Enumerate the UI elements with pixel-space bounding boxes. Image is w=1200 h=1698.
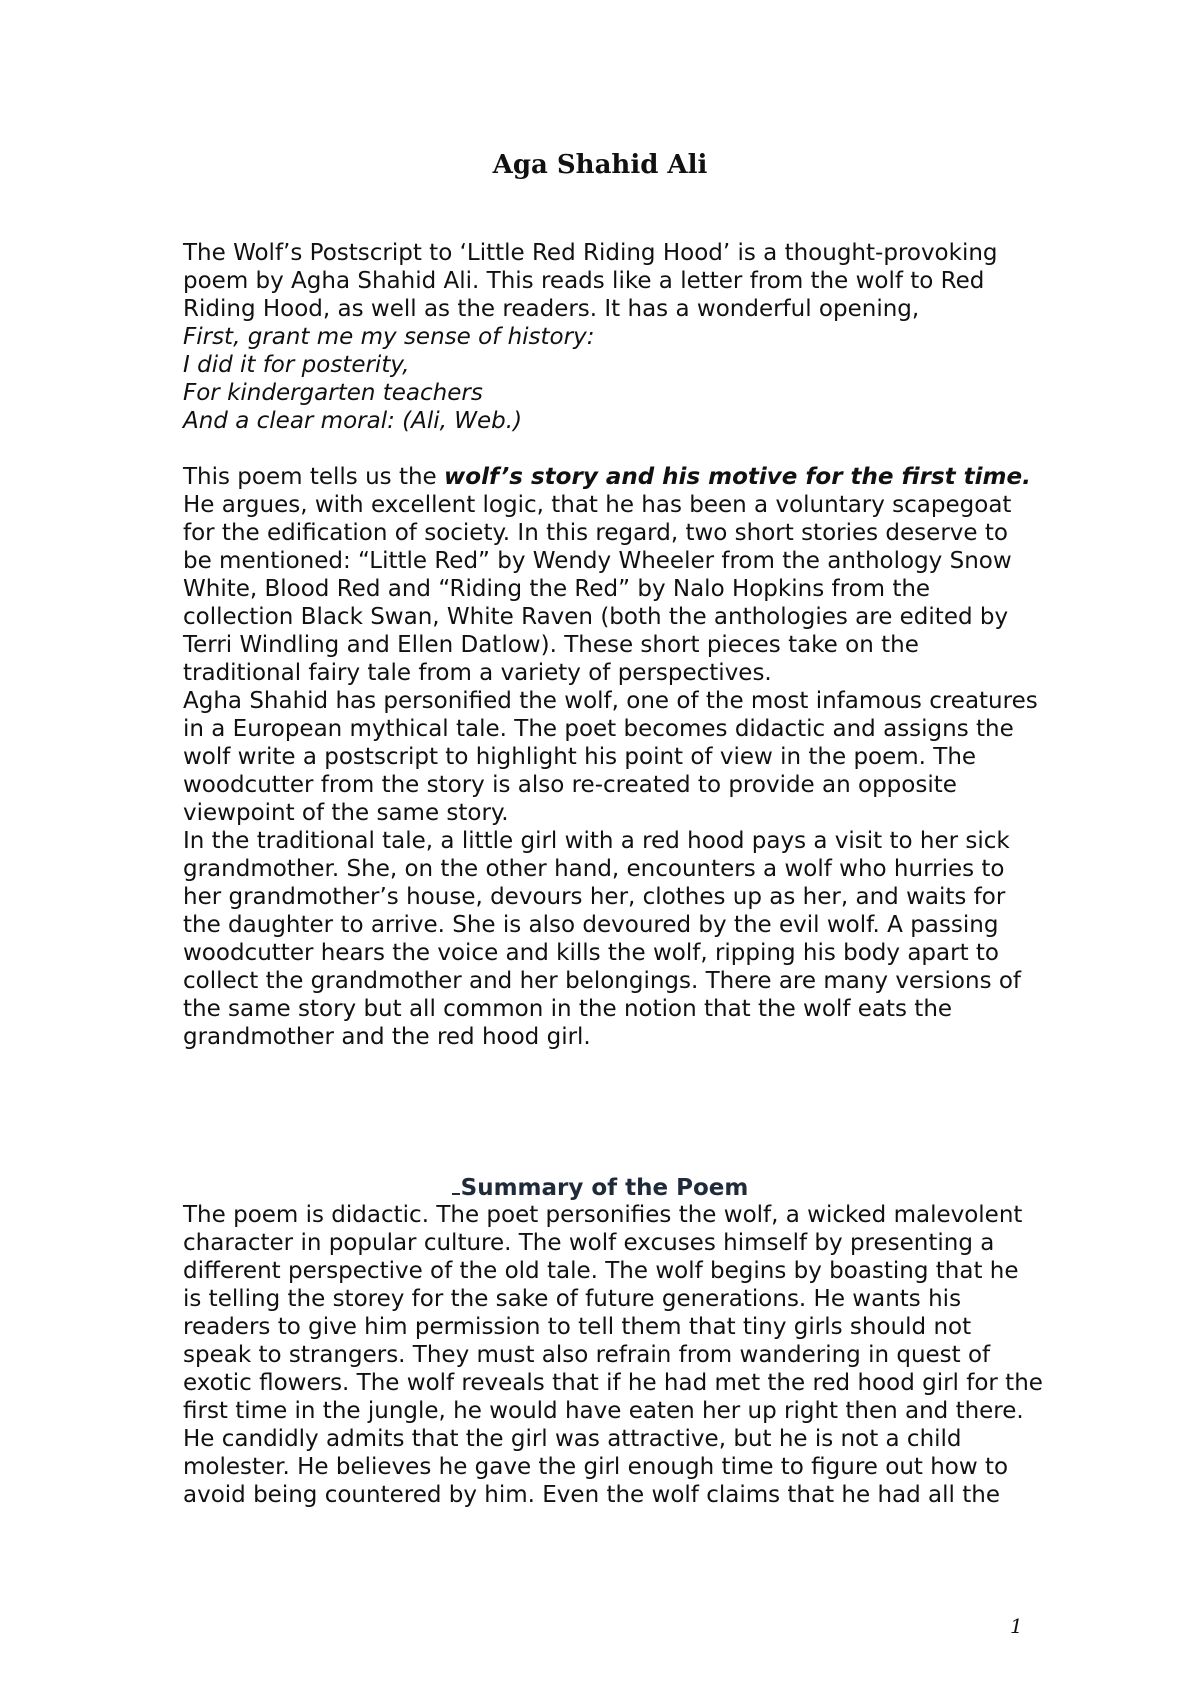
quote-line: First, grant me my sense of history: bbox=[183, 324, 595, 350]
section-heading bbox=[0, 1173, 1200, 1202]
quote-line: For kindergarten teachers bbox=[183, 380, 483, 406]
poem-quote bbox=[183, 323, 1043, 435]
intro-section bbox=[183, 239, 1043, 1051]
emphasized-text: wolf’s story and his motive for the first time. bbox=[444, 464, 1031, 490]
paragraph-rest: He argues, with excellent logic, that he has been a voluntary scapegoat for the edification of society. In this regard, two short stories deserve to be mentioned: “Little Red” by Wendy Wheeler from the anthology Snow White, Blood Red and “Riding the Red” by Nalo Hopkins from the collection Black Swan, White Raven (both the anthologies are edited by Terri Windling and Ellen Datlow). These short pieces take on the traditional fairy tale from a variety of perspectives. bbox=[183, 492, 1012, 686]
document-title: Aga Shahid Ali bbox=[492, 150, 708, 180]
summary-paragraph: The poem is didactic. The poet personifies the wolf, a wicked malevolent character in popular culture. The wolf excuses himself by presenting a different perspective of the old tale. The wolf begins by boasting that he is telling the storey for the sake of future generations. He wants his readers to give him permission to tell them that tiny girls should not speak to strangers. They must also refrain from wandering in quest of exotic flowers. The wolf reveals that if he had met the red hood girl for the first time in the jungle, he would have eaten her up right then and there. He candidly admits that the girl was attractive, but he is not a child molester. He believes he gave the girl enough time to figure out how to avoid being countered by him. Even the wolf claims that he had all the bbox=[183, 1202, 1043, 1508]
body-paragraph bbox=[183, 463, 1043, 687]
summary-section bbox=[183, 1201, 1043, 1509]
quote-line: And a clear moral: (Ali, Web.) bbox=[183, 408, 523, 434]
heading-underline-mark bbox=[452, 1173, 460, 1195]
section-heading-text: Summary of the Poem bbox=[460, 1175, 749, 1201]
page-number: 1 bbox=[1010, 1614, 1023, 1638]
paragraph-lead: This poem tells us the bbox=[183, 464, 445, 490]
paragraph-spacer bbox=[183, 435, 1043, 463]
quote-line: I did it for posterity, bbox=[183, 352, 410, 378]
body-paragraph: In the traditional tale, a little girl with a red hood pays a visit to her sick grandmother. She, on the other hand, encounters a wolf who hurries to her grandmother’s house, devours her, clothes up as her, and waits for the daughter to arrive. She is also devoured by the evil wolf. A passing woodcutter hears the voice and kills the wolf, ripping his body apart to collect the grandmother and her belongings. There are many versions of the same story but all common in the notion that the wolf eats the grandmother and the red hood girl. bbox=[183, 828, 1022, 1050]
intro-paragraph: The Wolf’s Postscript to ‘Little Red Riding Hood’ is a thought-provoking poem by Agha Shahid Ali. This reads like a letter from the wolf to Red Riding Hood, as well as the readers. It has a wonderful opening, bbox=[183, 240, 998, 322]
body-paragraph: Agha Shahid has personified the wolf, one of the most infamous creatures in a European mythical tale. The poet becomes didactic and assigns the wolf write a postscript to highlight his point of view in the poem. The woodcutter from the story is also re-created to provide an opposite viewpoint of the same story. bbox=[183, 688, 1038, 826]
